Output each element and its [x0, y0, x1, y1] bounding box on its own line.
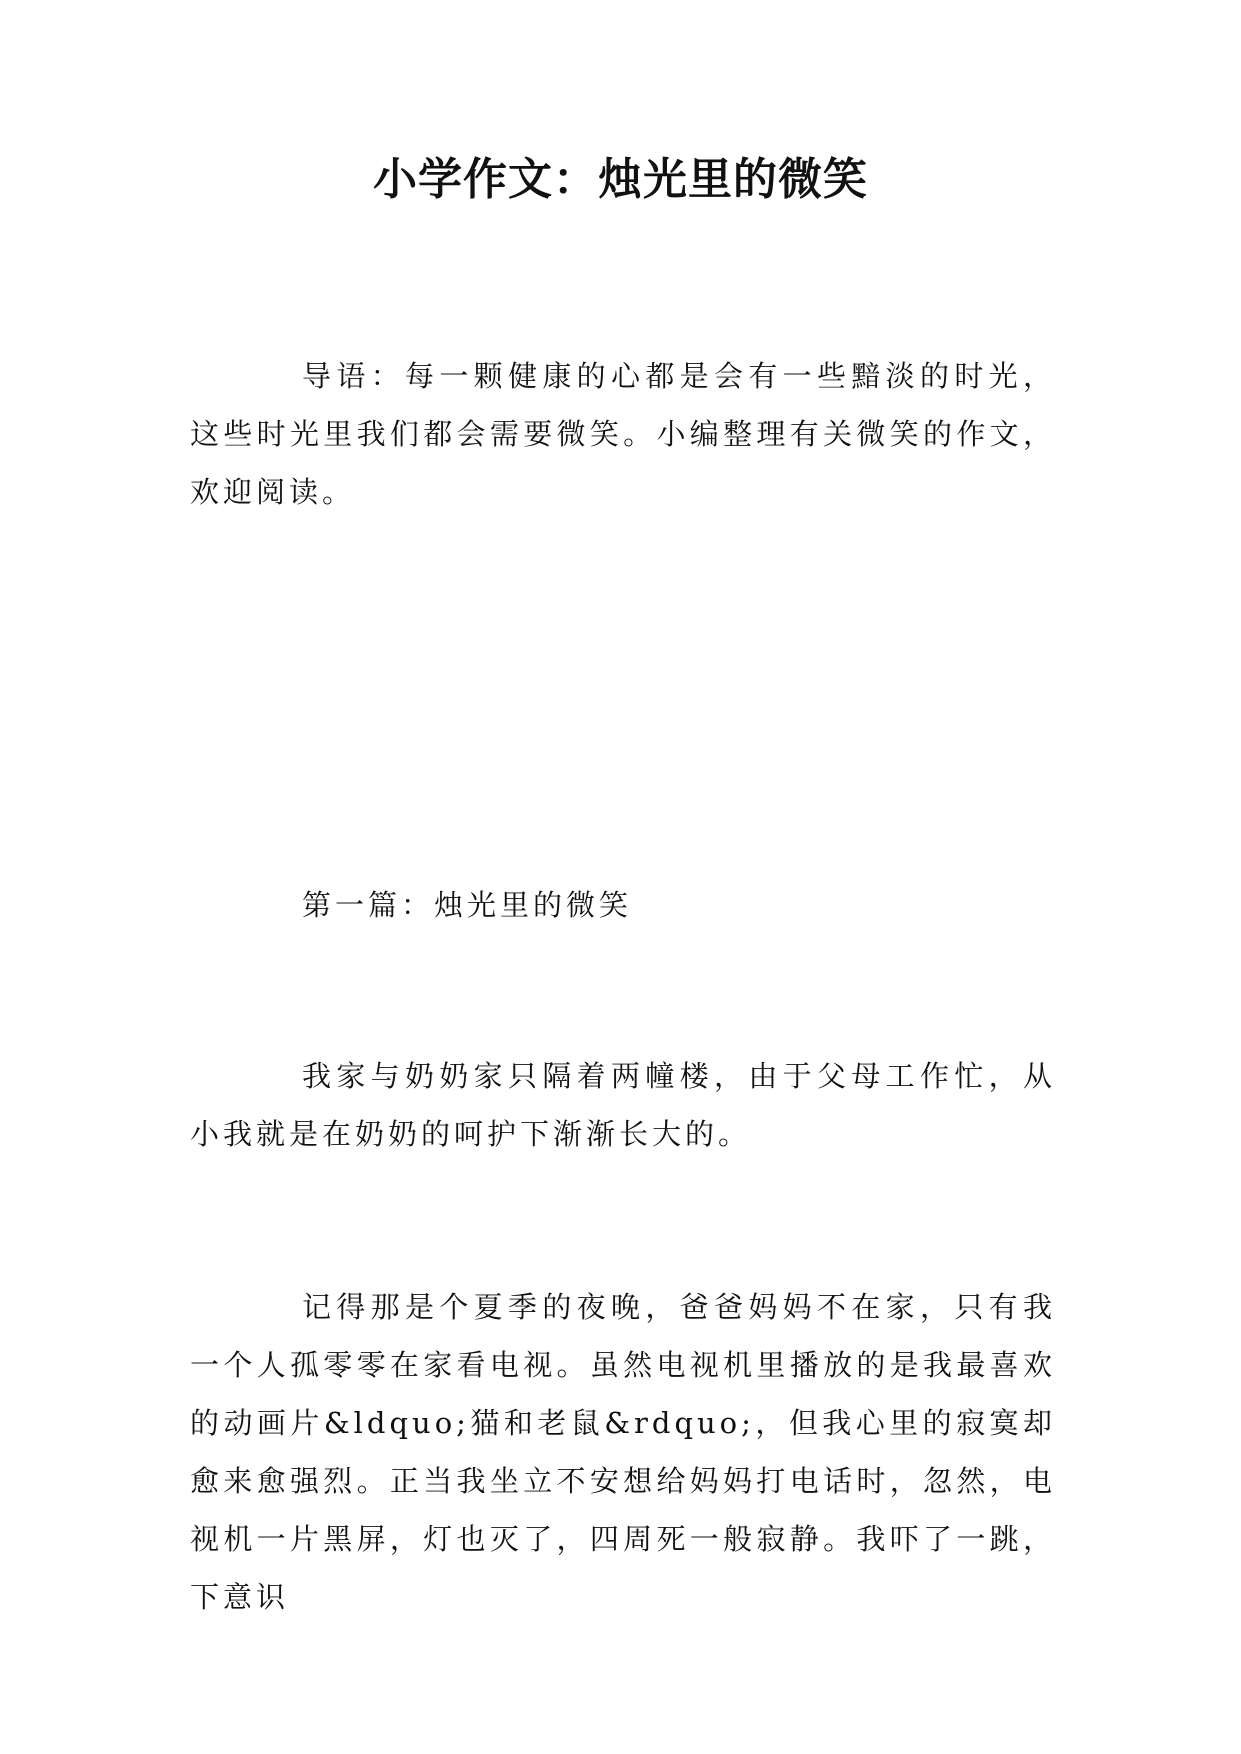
document-title: 小学作文：烛光里的微笑 [373, 154, 868, 205]
intro-paragraph: 导语：每一颗健康的心都是会有一些黯淡的时光，这些时光里我们都会需要微笑。小编整理有关微笑的作文，欢迎阅读。 [190, 359, 1056, 509]
body-paragraph-1: 我家与奶奶家只隔着两幢楼，由于父母工作忙，从小我就是在奶奶的呵护下渐渐长大的。 [190, 1059, 1056, 1151]
body-paragraph-2: 记得那是个夏季的夜晚，爸爸妈妈不在家，只有我一个人孤零零在家看电视。虽然电视机里播放的是我最喜欢的动画片&ldquo;猫和老鼠&rdquo;，但我心里的寂寞却愈来愈强烈。正当我坐立不安想给妈妈打电话时，忽然，电视机一片黑屏，灯也灭了，四周死一般寂静。我吓了一跳，下意识 [190, 1290, 1056, 1614]
section-heading: 第一篇：烛光里的微笑 [302, 888, 633, 922]
